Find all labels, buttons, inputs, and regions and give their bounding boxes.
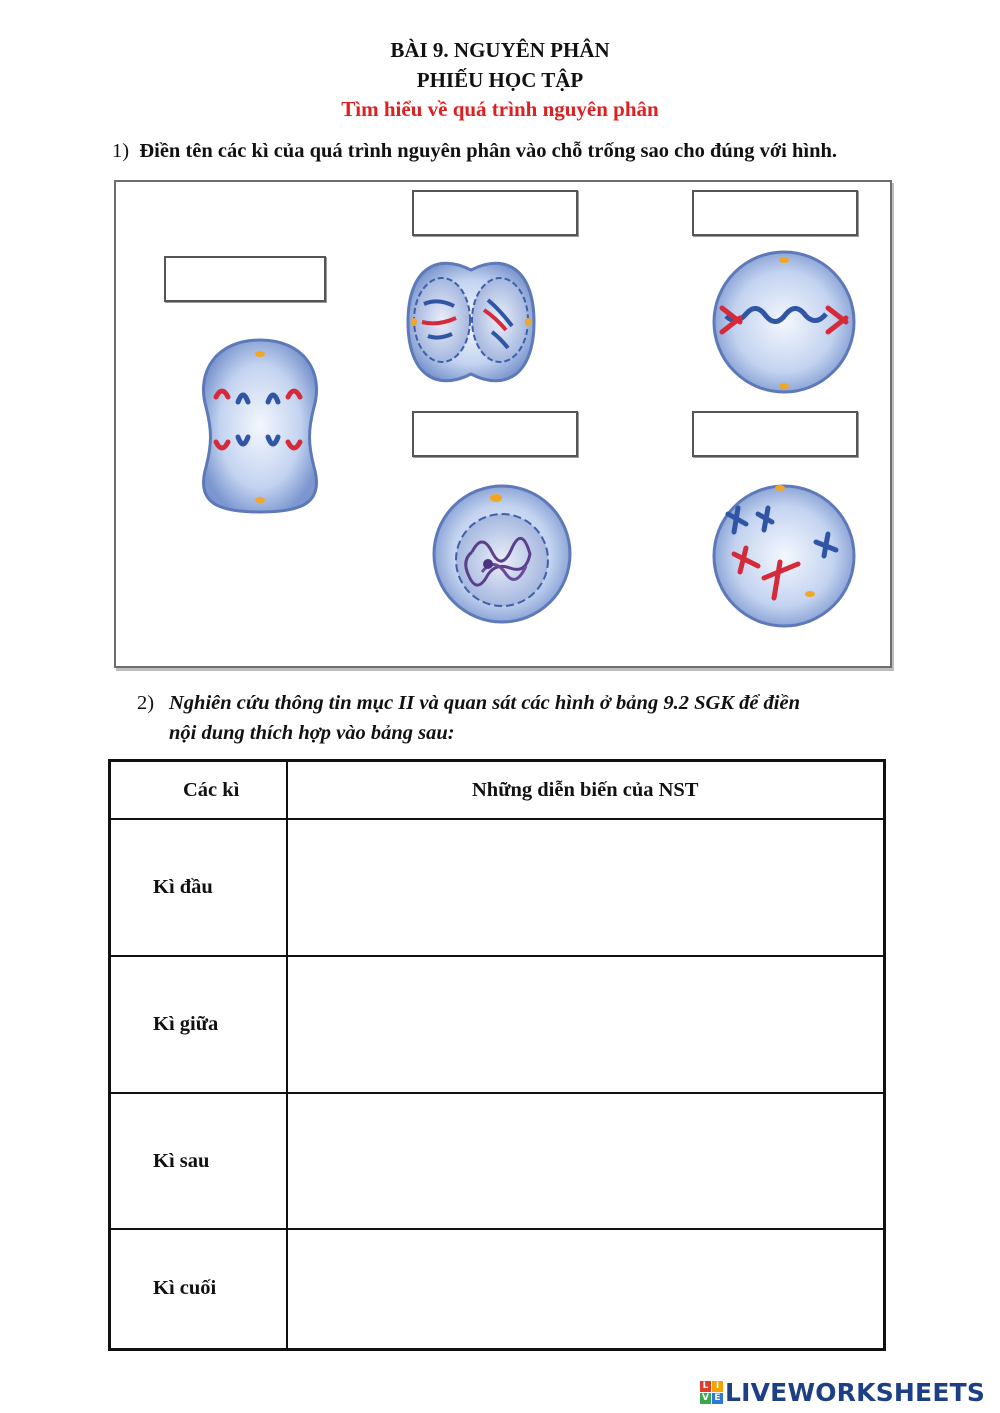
question-2-number: 2)	[137, 692, 155, 714]
stage-answer-cell[interactable]	[287, 819, 885, 956]
topic-title: Tìm hiểu về quá trình nguyên phân	[341, 97, 659, 121]
stage-label: Kì đầu	[110, 819, 287, 956]
stages-table	[108, 759, 886, 1351]
stage-label: Kì giữa	[110, 956, 287, 1093]
stage-answer-cell[interactable]	[287, 956, 885, 1093]
stage-label: Kì cuối	[110, 1229, 287, 1349]
stage-label: Kì sau	[110, 1093, 287, 1229]
mark-letter: V	[700, 1393, 711, 1404]
stage-answer-cell[interactable]	[287, 1229, 885, 1349]
anaphase-cell	[203, 340, 316, 512]
table-header-row	[110, 761, 885, 820]
table-row	[110, 1093, 885, 1229]
table-row	[110, 1229, 885, 1349]
question-1-text: Điền tên các kì của quá trình nguyên phân vào chỗ trống sao cho đúng với hình.	[139, 140, 838, 162]
mitosis-figure	[114, 180, 892, 668]
header-events: Những diễn biến của NST	[287, 761, 885, 820]
interphase-cell	[434, 486, 570, 622]
answer-box-interphase[interactable]	[412, 411, 578, 457]
telophase-cell	[408, 263, 534, 381]
question-1	[112, 140, 837, 163]
question-2-line-1: Nghiên cứu thông tin mục II và quan sát các hình ở bảng 9.2 SGK để điền	[169, 692, 800, 714]
mark-letter: I	[712, 1381, 723, 1392]
answer-box-prophase[interactable]	[692, 411, 858, 457]
stage-answer-cell[interactable]	[287, 1093, 885, 1229]
answer-box-telophase[interactable]	[412, 190, 578, 236]
brand-text: LIVEWORKSHEETS	[725, 1377, 986, 1407]
worksheet-title: PHIẾU HỌC TẬP	[416, 68, 584, 92]
metaphase-cell	[714, 252, 854, 392]
answer-box-anaphase[interactable]	[164, 256, 326, 302]
question-2-line-2: nội dung thích hợp vào bảng sau:	[169, 722, 455, 744]
prophase-cell	[714, 485, 854, 626]
lesson-title: BÀI 9. NGUYÊN PHÂN	[390, 38, 610, 62]
liveworksheets-logo	[700, 1376, 985, 1408]
liveworksheets-mark-icon	[700, 1381, 723, 1404]
mark-letter: E	[712, 1393, 723, 1404]
answer-box-metaphase[interactable]	[692, 190, 858, 236]
table-row	[110, 819, 885, 956]
table-row	[110, 956, 885, 1093]
mark-letter: L	[700, 1381, 711, 1392]
question-1-number: 1)	[112, 140, 130, 162]
header-stage: Các kì	[110, 761, 287, 820]
